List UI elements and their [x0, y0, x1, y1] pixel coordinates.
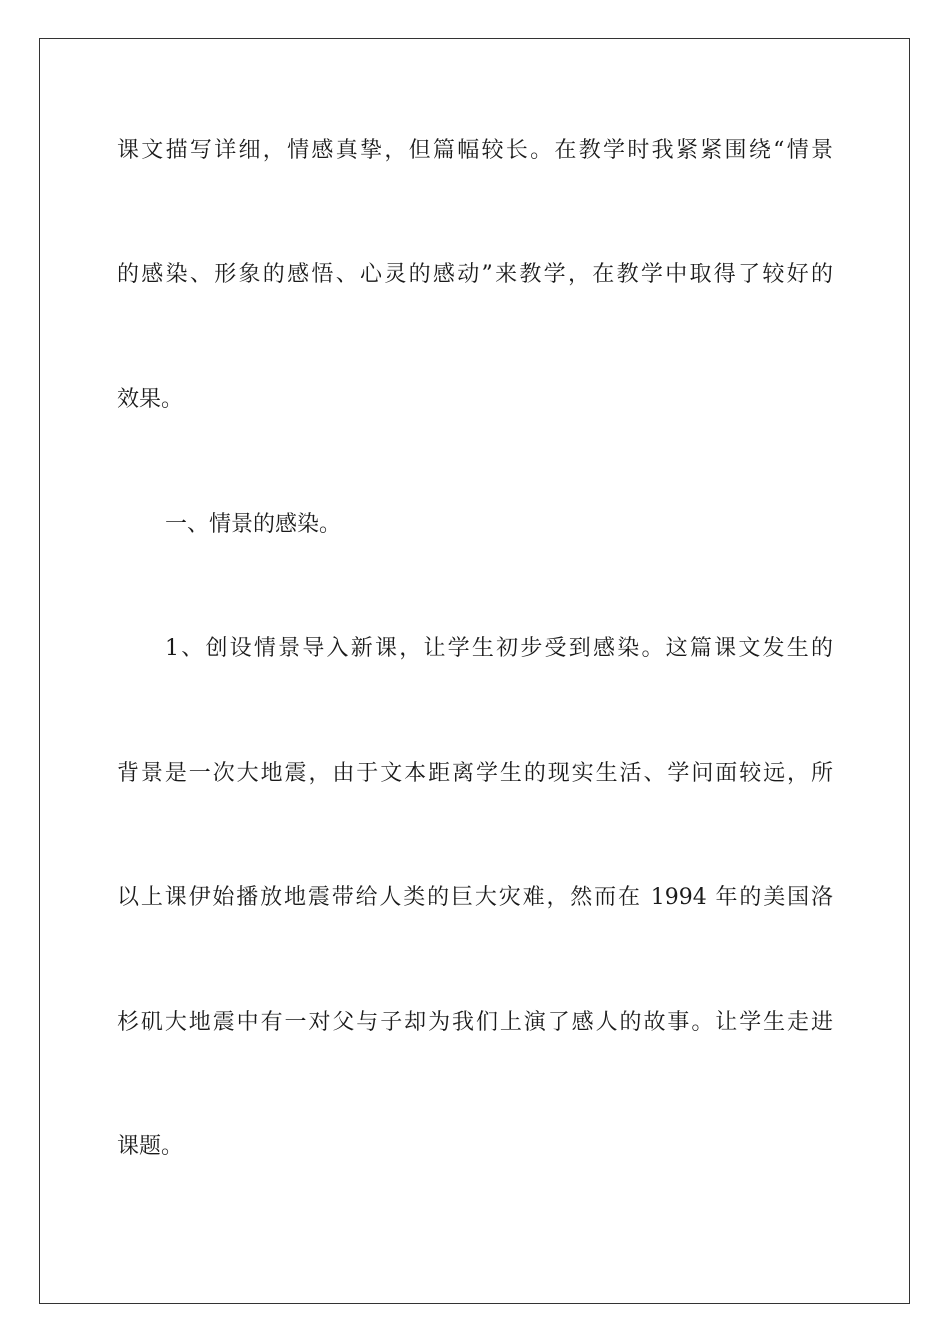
paragraph-line: 的感染、形象的感悟、心灵的感动”来教学，在教学中取得了较好的 [117, 262, 833, 287]
paragraph-line: 杉矶大地震中有一对父与子却为我们上演了感人的故事。让学生走进 [117, 1010, 833, 1035]
section-heading: 一、情景的感染。 [165, 512, 342, 537]
paragraph-line: 以上课伊始播放地震带给人类的巨大灾难，然而在 1994 年的美国洛 [117, 885, 833, 910]
page-border [39, 38, 910, 1304]
paragraph-line: 1、创设情景导入新课，让学生初步受到感染。这篇课文发生的 [165, 636, 833, 661]
paragraph-line: 背景是一次大地震，由于文本距离学生的现实生活、学问面较远，所 [117, 761, 833, 786]
paragraph-line: 效果。 [117, 387, 184, 412]
paragraph-line: 课文描写详细，情感真挚，但篇幅较长。在教学时我紧紧围绕“情景 [117, 138, 833, 163]
paragraph-line: 课题。 [117, 1134, 184, 1159]
